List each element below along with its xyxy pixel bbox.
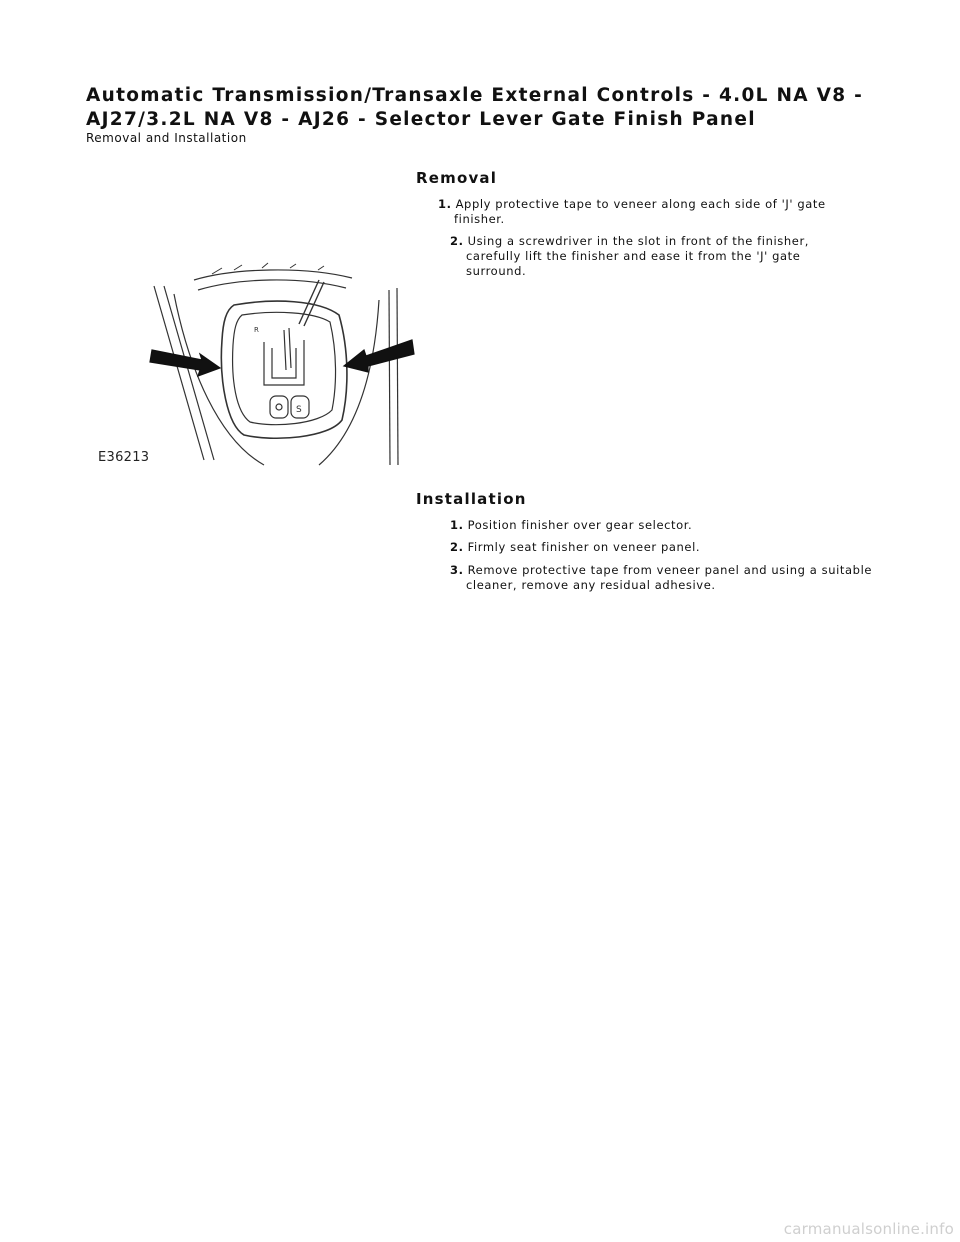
installation-step-2 [450,540,700,555]
installation-heading: Installation [416,490,527,508]
installation-step-3 [450,563,872,593]
svg-text:S: S [296,405,302,415]
removal-heading: Removal [416,169,498,187]
figure-label: E36213 [98,450,150,465]
site-watermark: carmanualsonline.info [783,1220,954,1238]
step-text: Apply protective tape to veneer along each side of 'J' gate [455,197,826,211]
step-text: Firmly seat finisher on veneer panel. [467,540,701,554]
step-text-continued: finisher. [454,212,505,226]
step-text: Using a screwdriver in the slot in front of the finisher, [467,234,810,248]
installation-step-1 [450,518,692,533]
step-text: Position finisher over gear selector. [467,518,693,532]
page-subtitle: Removal and Installation [86,131,247,145]
step-number: 1. [450,518,464,532]
page-title: Automatic Transmission/Transaxle External Controls - 4.0L NA V8 - AJ27/3.2L NA V8 - AJ26 - Selector Lever Gate Finish Panel [86,85,864,130]
step-number: 1. [438,197,452,211]
step-text-continued: carefully lift the finisher and ease it from the 'J' gate [466,249,801,263]
selector-gate-illustration [94,260,424,470]
step-text-continued: surround. [466,264,527,278]
step-text: Remove protective tape from veneer panel and using a suitable [467,563,873,577]
step-number: 3. [450,563,464,577]
svg-text:R: R [254,326,259,334]
step-number: 2. [450,540,464,554]
step-number: 2. [450,234,464,248]
step-text-continued: cleaner, remove any residual adhesive. [466,578,716,592]
removal-step-2 [450,234,809,279]
removal-step-1 [438,197,826,227]
